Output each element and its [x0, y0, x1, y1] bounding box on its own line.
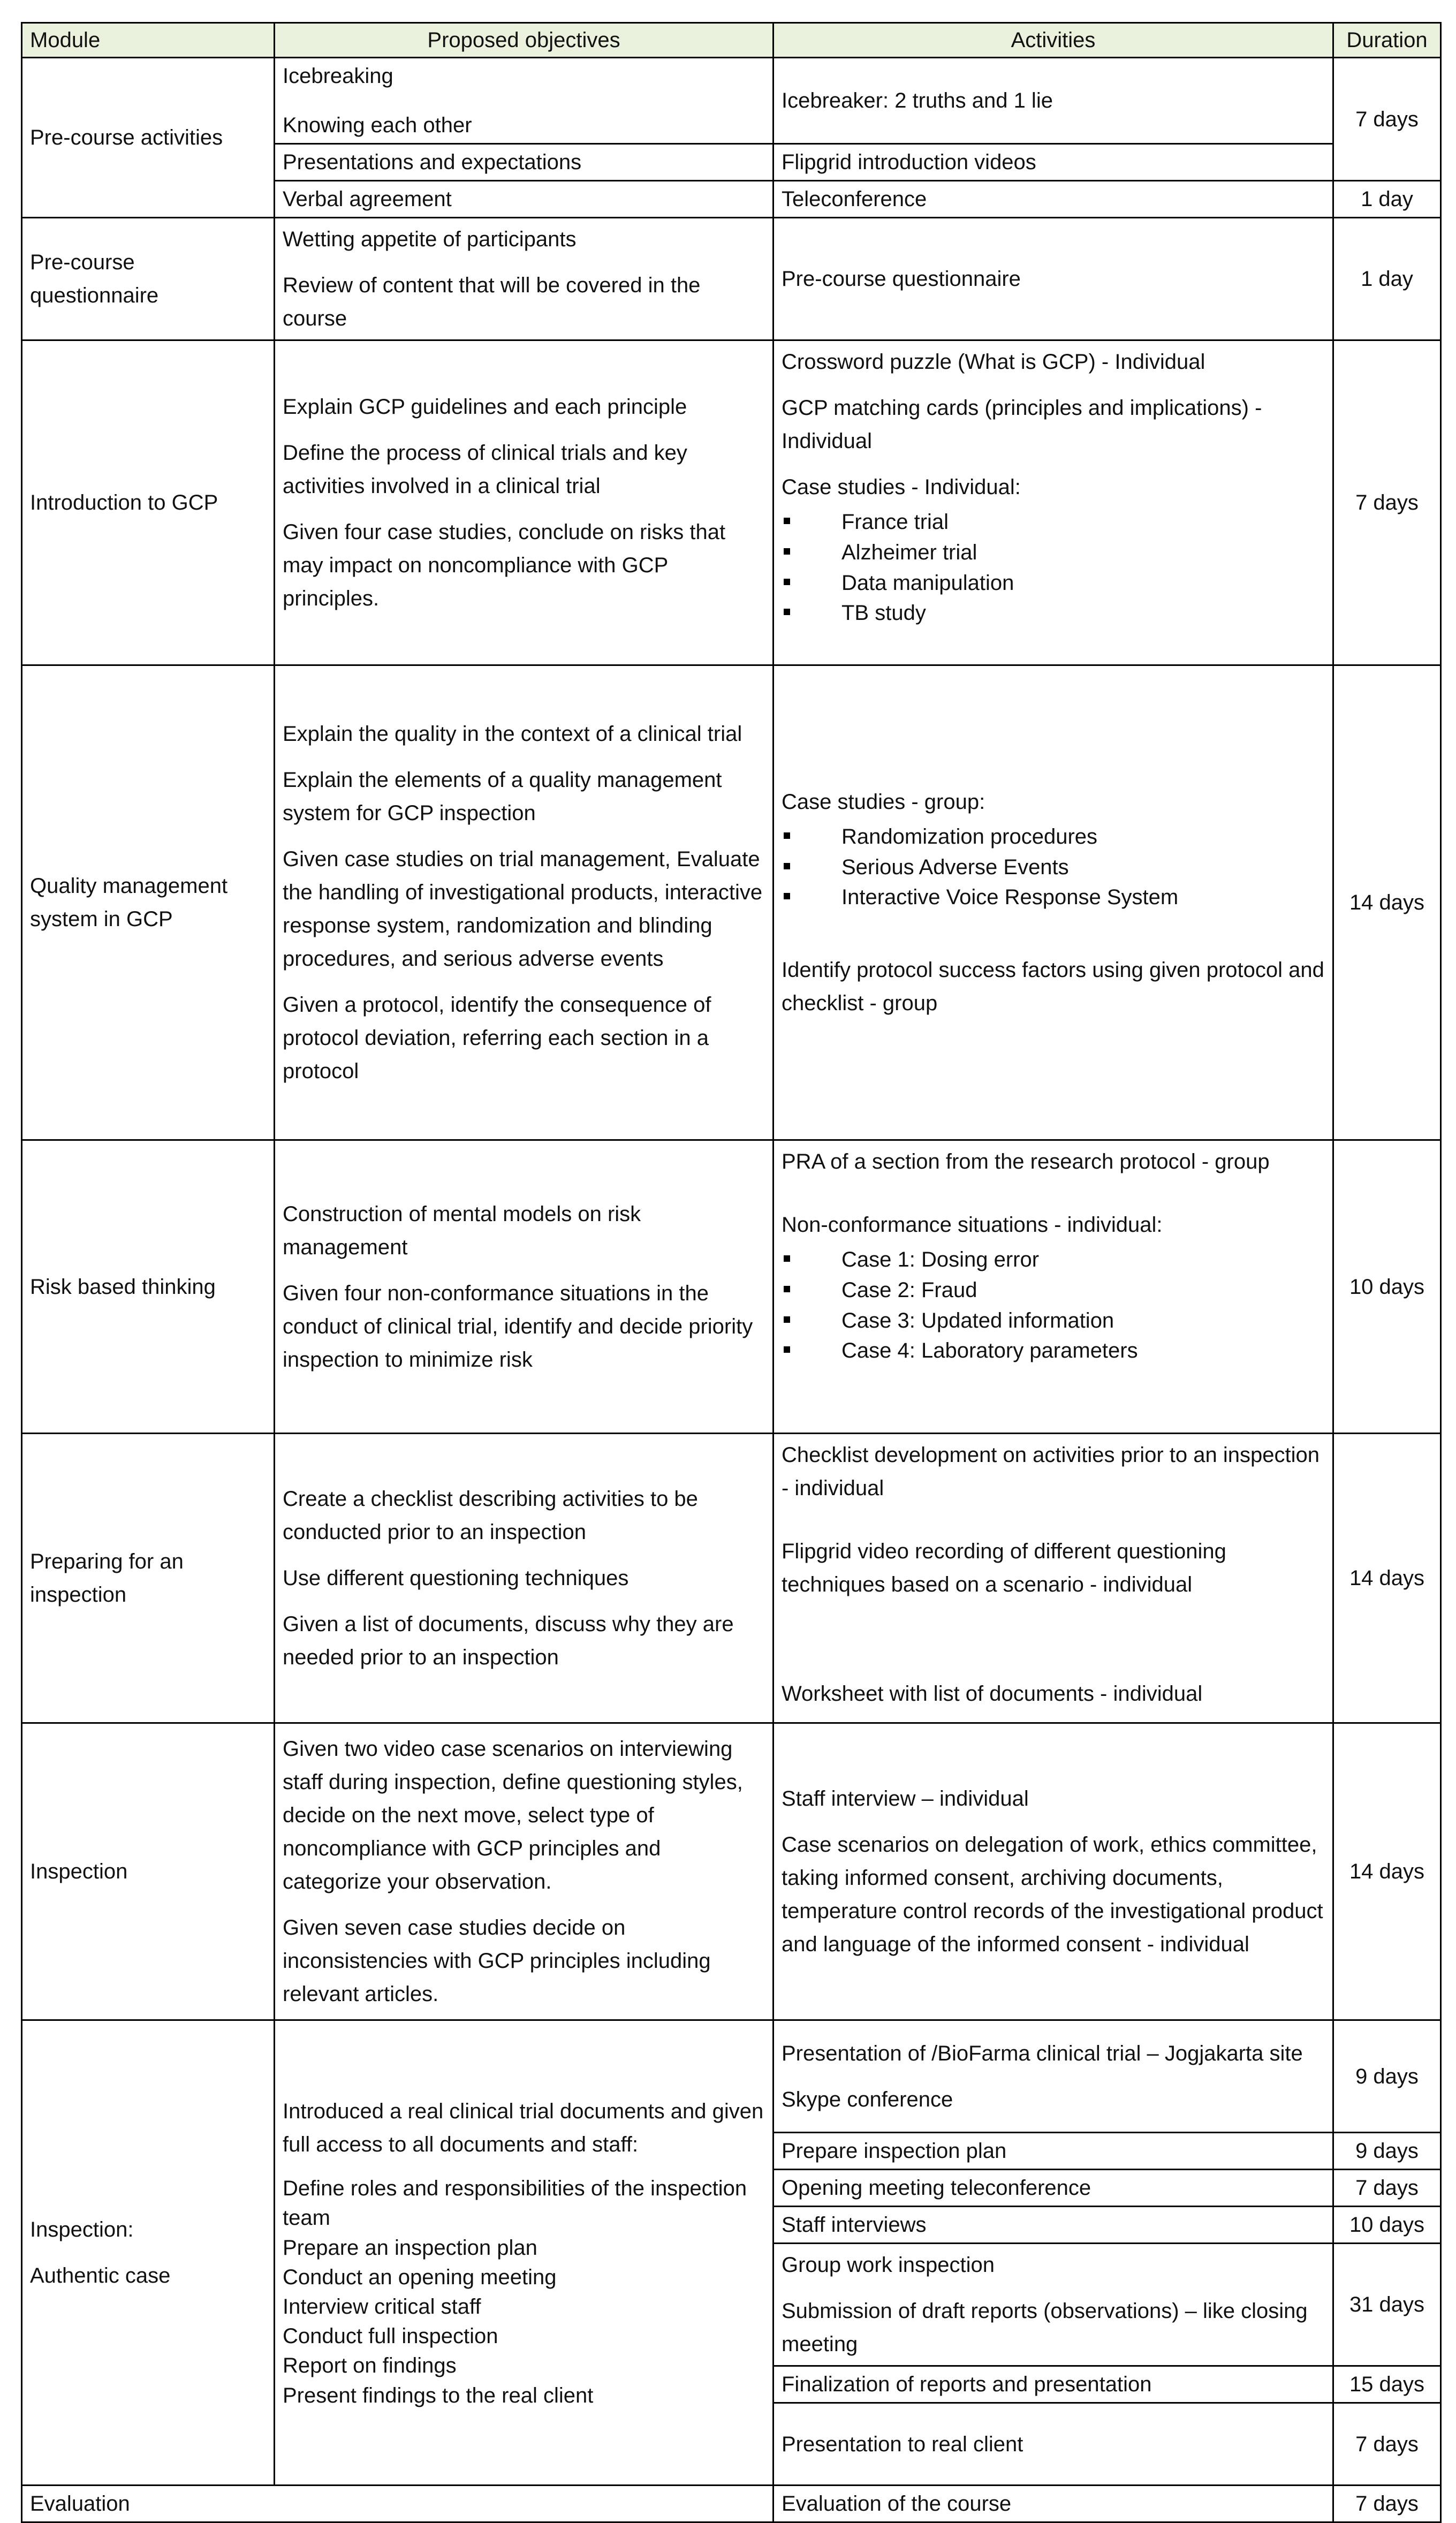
activity-cell [774, 1434, 1333, 1723]
list-item: Report on findings [283, 2354, 457, 2378]
activity: Flipgrid introduction videos [774, 144, 1333, 181]
row-precourse-1 [22, 58, 1441, 144]
duration: 14 days [1333, 665, 1441, 1140]
duration: 14 days [1333, 1723, 1441, 2020]
objective: Wetting appetite of participants [283, 228, 577, 251]
objective: Explain GCP guidelines and each principle [283, 395, 687, 419]
duration: 7 days [1333, 2403, 1441, 2486]
objective: Verbal agreement [275, 181, 774, 218]
duration: 7 days [1333, 2486, 1441, 2522]
list-item: Randomization procedures [782, 822, 1325, 852]
list-item: Define roles and responsibilities of the inspection team [283, 2177, 747, 2230]
header-duration: Duration [1333, 23, 1441, 58]
objective-cell [275, 2020, 774, 2486]
activity: Identify protocol success factors using given protocol and checklist - group [782, 958, 1324, 1016]
activity: Flipgrid video recording of different questioning techniques based on a scenario - individual [782, 1540, 1226, 1596]
header-activities: Activities [774, 23, 1333, 58]
list-item: Interview critical staff [283, 2295, 481, 2319]
objective-cell [275, 218, 774, 340]
objective: Review of content that will be covered in the course [283, 274, 701, 330]
activity: Presentation of /BioFarma clinical trial – Jogjakarta site [782, 2041, 1303, 2065]
objective-cell [275, 58, 774, 144]
course-structure-table [21, 22, 1442, 2523]
duration: 1 day [1333, 218, 1441, 340]
activity: Group work inspection [782, 2253, 995, 2277]
objective: Given a protocol, identify the consequence of protocol deviation, referring each section in a protocol [283, 993, 711, 1083]
objective: Explain the quality in the context of a clinical trial [283, 722, 742, 746]
objective-cell [275, 340, 774, 665]
duration: 7 days [1333, 340, 1441, 665]
activity: Opening meeting teleconference [774, 2170, 1333, 2207]
case-list [782, 1245, 1325, 1366]
list-item: France trial [782, 507, 1325, 537]
activity: Worksheet with list of documents - individual [782, 1682, 1203, 1706]
row-evaluation [22, 2486, 1441, 2522]
activity: GCP matching cards (principles and implications) - Individual [782, 396, 1262, 453]
duration: 7 days [1333, 58, 1441, 181]
objective: Icebreaking [283, 64, 393, 88]
activity-cell [774, 1140, 1333, 1434]
activity: Pre-course questionnaire [774, 218, 1333, 340]
list-item: Conduct full inspection [283, 2324, 498, 2348]
objective-cell [275, 1723, 774, 2020]
objective: Knowing each other [283, 113, 472, 137]
activity: Submission of draft reports (observations) – like closing meeting [782, 2299, 1308, 2356]
objective: Given four non-conformance situations in the conduct of clinical trial, identify and decide priority inspection to minimize risk [283, 1281, 753, 1372]
row-prep [22, 1434, 1441, 1723]
module-inspection: Inspection [22, 1723, 275, 2020]
row-questionnaire [22, 218, 1441, 340]
list-item: Serious Adverse Events [782, 852, 1325, 883]
objective: Introduced a real clinical trial documents and given full access to all documents and staff: [283, 2100, 764, 2157]
activity: Finalization of reports and presentation [774, 2366, 1333, 2403]
list-item: Case 2: Fraud [782, 1275, 1325, 1306]
activity: Presentation to real client [774, 2403, 1333, 2486]
module-line: Authentic case [30, 2264, 171, 2287]
activity-cell [774, 2020, 1333, 2133]
activity-cell [774, 2244, 1333, 2366]
objective: Presentations and expectations [275, 144, 774, 181]
list-item: Interactive Voice Response System [782, 882, 1325, 913]
row-qms [22, 665, 1441, 1140]
module-line: Inspection: [30, 2218, 134, 2241]
list-item: Case 3: Updated information [782, 1306, 1325, 1336]
row-risk [22, 1140, 1441, 1434]
list-item: Prepare an inspection plan [283, 2236, 537, 2260]
objective: Given case studies on trial management, Evaluate the handling of investigational products, interactive response system, randomization and blinding procedures, and serious adverse events [283, 847, 763, 971]
activity: Prepare inspection plan [774, 2133, 1333, 2170]
activity-cell [774, 665, 1333, 1140]
module-qms: Quality management system in GCP [22, 665, 275, 1140]
list-item: Present findings to the real client [283, 2383, 594, 2407]
activity: Crossword puzzle (What is GCP) - Individual [782, 350, 1205, 374]
activity: Staff interviews [774, 2207, 1333, 2244]
module-questionnaire: Pre-course questionnaire [22, 218, 275, 340]
module-risk: Risk based thinking [22, 1140, 275, 1434]
activity: Case studies - group: [782, 790, 985, 814]
activity-cell [774, 1723, 1333, 2020]
list-item: Case 4: Laboratory parameters [782, 1336, 1325, 1366]
objective: Use different questioning techniques [283, 1566, 629, 1590]
module-prep: Preparing for an inspection [22, 1434, 275, 1723]
header-row [22, 23, 1441, 58]
activity: Skype conference [782, 2087, 953, 2111]
list-item: Conduct an opening meeting [283, 2265, 557, 2289]
list-item: Case 1: Dosing error [782, 1245, 1325, 1275]
activity: Teleconference [774, 181, 1333, 218]
objective: Create a checklist describing activities to be conducted prior to an inspection [283, 1487, 698, 1544]
module-authentic [22, 2020, 275, 2486]
row-inspection [22, 1723, 1441, 2020]
duration: 15 days [1333, 2366, 1441, 2403]
objective-list [283, 2174, 765, 2411]
activity: Icebreaker: 2 truths and 1 lie [774, 58, 1333, 144]
duration: 9 days [1333, 2020, 1441, 2133]
objective-cell [275, 665, 774, 1140]
list-item: TB study [782, 598, 1325, 628]
module-precourse: Pre-course activities [22, 58, 275, 218]
activity: Staff interview – individual [782, 1787, 1029, 1810]
row-intro-gcp [22, 340, 1441, 665]
list-item: Alzheimer trial [782, 537, 1325, 568]
case-list [782, 822, 1325, 913]
duration: 31 days [1333, 2244, 1441, 2366]
module-intro-gcp: Introduction to GCP [22, 340, 275, 665]
header-module: Module [22, 23, 275, 58]
objective: Define the process of clinical trials and key activities involved in a clinical trial [283, 441, 687, 498]
duration: 9 days [1333, 2133, 1441, 2170]
duration: 10 days [1333, 1140, 1441, 1434]
case-list [782, 507, 1325, 628]
activity: PRA of a section from the research protocol - group [782, 1150, 1270, 1173]
activity: Checklist development on activities prior to an inspection - individual [782, 1443, 1320, 1500]
activity-cell [774, 340, 1333, 665]
row-authentic-1 [22, 2020, 1441, 2133]
activity: Case studies - Individual: [782, 475, 1021, 499]
objective: Given four case studies, conclude on risks that may impact on noncompliance with GCP principles. [283, 520, 726, 610]
objective-cell [275, 1434, 774, 1723]
objective: Explain the elements of a quality management system for GCP inspection [283, 768, 722, 825]
list-item: Data manipulation [782, 568, 1325, 598]
duration: 14 days [1333, 1434, 1441, 1723]
activity: Case scenarios on delegation of work, ethics committee, taking informed consent, archiving documents, temperature control records of the investigational product and language of the informed consent - individual [782, 1833, 1323, 1956]
header-objectives: Proposed objectives [275, 23, 774, 58]
duration: 7 days [1333, 2170, 1441, 2207]
duration: 10 days [1333, 2207, 1441, 2244]
activity: Non-conformance situations - individual: [782, 1213, 1163, 1237]
objective-cell [275, 1140, 774, 1434]
objective: Construction of mental models on risk management [283, 1202, 641, 1259]
activity: Evaluation of the course [774, 2486, 1333, 2522]
duration: 1 day [1333, 181, 1441, 218]
objective: Given seven case studies decide on inconsistencies with GCP principles including relevant articles. [283, 1916, 711, 2006]
objective: Given two video case scenarios on interviewing staff during inspection, define questioning styles, decide on the next move, select type of noncompliance with GCP principles and categorize your observation. [283, 1737, 743, 1893]
module-evaluation: Evaluation [22, 2486, 774, 2522]
objective: Given a list of documents, discuss why they are needed prior to an inspection [283, 1612, 734, 1669]
